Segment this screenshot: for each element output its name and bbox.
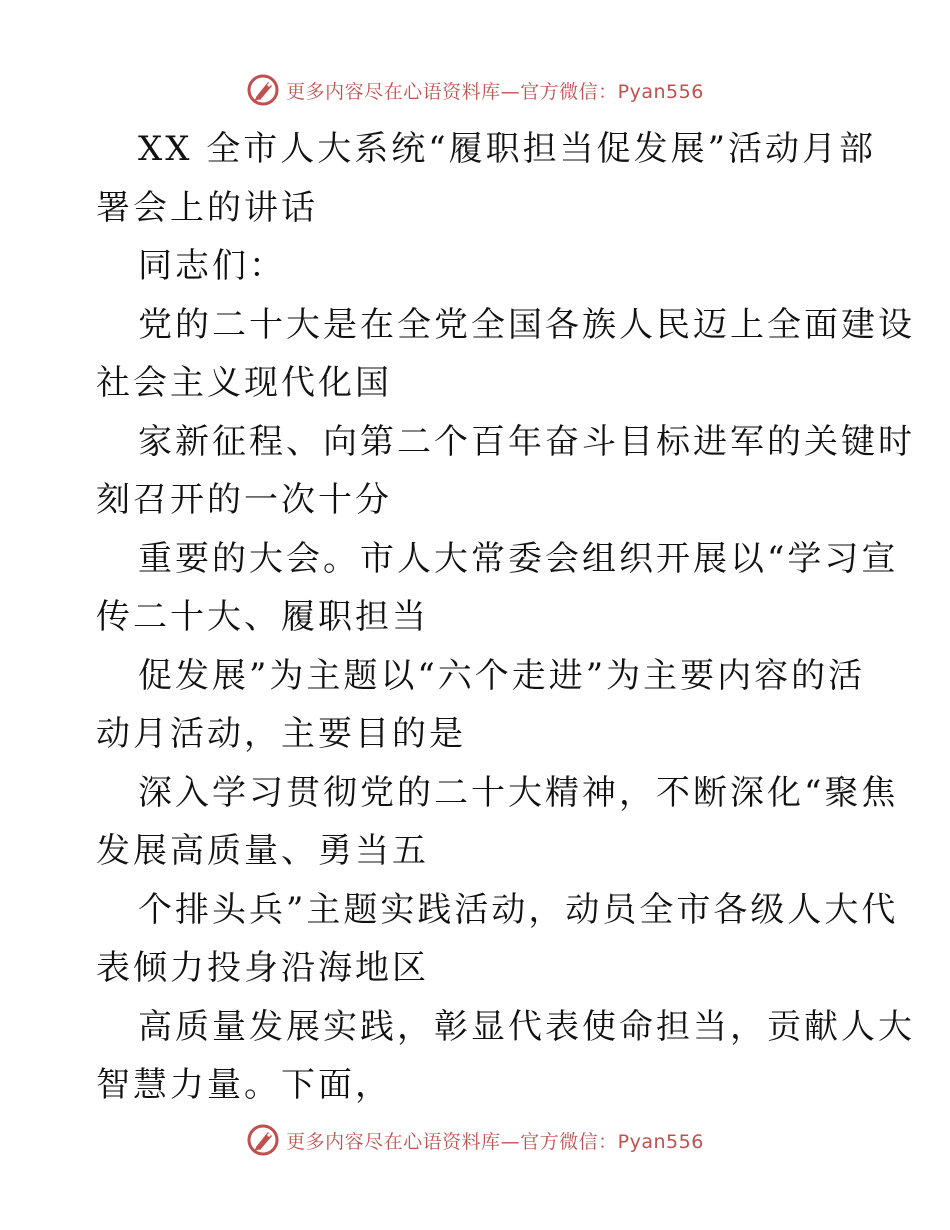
paragraph-line: 动月活动，主要目的是	[96, 714, 466, 754]
watermark-text: 更多内容尽在心语资料库—官方微信：Pyan556	[286, 1130, 704, 1153]
salutation: 同志们：	[138, 246, 286, 286]
document-body	[96, 120, 915, 1115]
document-title-line-2: 署会上的讲话	[96, 187, 318, 228]
paragraph-line: 促发展”为主题以“六个走进”为主要内容的活	[138, 655, 866, 696]
paragraph-line: 重要的大会。市人大常委会组织开展以“学习宣	[138, 538, 899, 579]
paragraph-line: 高质量发展实践，彰显代表使命担当，贡献人大	[138, 1006, 915, 1047]
watermark-banner-top	[0, 70, 950, 110]
paragraph-line: 家新征程、向第二个百年奋斗目标进军的关键时	[138, 421, 915, 462]
paragraph-line: 深入学习贯彻党的二十大精神，不断深化“聚焦	[138, 772, 899, 813]
document-title-line-1: XX 全市人大系统“履职担当促发展”活动月部	[138, 129, 876, 169]
watermark-banner-inner	[246, 73, 704, 107]
paragraph-line: 传二十大、履职担当	[96, 597, 429, 637]
paragraph-line: 刻召开的一次十分	[96, 480, 392, 520]
watermark-text: 更多内容尽在心语资料库—官方微信：Pyan556	[286, 80, 704, 103]
paragraph-line: 发展高质量、勇当五	[96, 831, 429, 871]
paragraph-line: 表倾力投身沿海地区	[96, 948, 429, 988]
paragraph-line: 智慧力量。下面，	[96, 1065, 392, 1105]
watermark-banner-inner	[246, 1123, 704, 1157]
paragraph-line: 党的二十大是在全党全国各族人民迈上全面建设	[138, 304, 915, 345]
pen-nib-circle-icon	[246, 1123, 280, 1157]
paragraph-line: 个排头兵”主题实践活动，动员全市各级人大代	[138, 889, 899, 930]
paragraph-line: 社会主义现代化国	[96, 363, 392, 403]
watermark-banner-bottom	[0, 1120, 950, 1160]
pen-nib-circle-icon	[246, 73, 280, 107]
